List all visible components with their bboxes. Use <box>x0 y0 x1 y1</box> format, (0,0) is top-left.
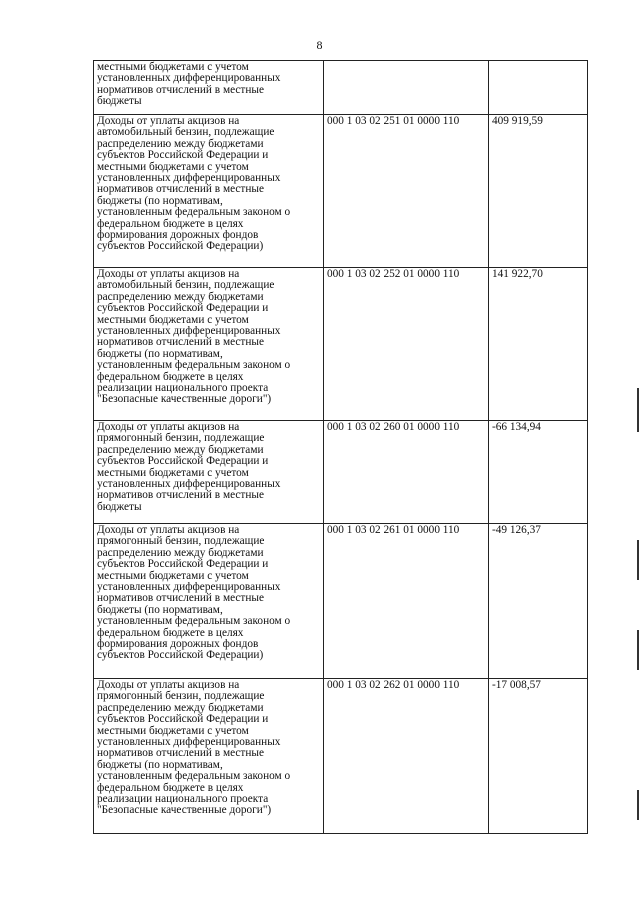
budget-classification-code <box>324 61 489 115</box>
revenue-description: местными бюджетами с учетом установленных дифференцированных нормативов отчислений в местные бюджеты <box>94 61 324 115</box>
revenue-description: Доходы от уплаты акцизов на автомобильный бензин, подлежащие распределению между бюджетами субъектов Российской Федерации и местными бюджетами с учетом установленных дифференцированных нормативов отчислений в местные бюджеты (по нормативам, установленным федеральным законом о федеральном бюджете в целях реализации национального проекта "Безопасные качественные дороги") <box>94 268 324 421</box>
revenue-description: Доходы от уплаты акцизов на прямогонный бензин, подлежащие распределению между бюджетами субъектов Российской Федерации и местными бюджетами с учетом установленных дифференцированных нормативов отчислений в местные бюджеты <box>94 421 324 524</box>
amount-value: -66 134,94 <box>489 421 588 524</box>
table-row <box>94 61 588 115</box>
budget-classification-code: 000 1 03 02 252 01 0000 110 <box>324 268 489 421</box>
amount-value: 141 922,70 <box>489 268 588 421</box>
table-row <box>94 268 588 421</box>
amount-value <box>489 61 588 115</box>
table-row <box>94 421 588 524</box>
amount-value: 409 919,59 <box>489 115 588 268</box>
amount-value: -17 008,57 <box>489 679 588 834</box>
budget-classification-code: 000 1 03 02 260 01 0000 110 <box>324 421 489 524</box>
table-row <box>94 115 588 268</box>
revenue-table <box>93 60 588 834</box>
revenue-description: Доходы от уплаты акцизов на автомобильный бензин, подлежащие распределению между бюджетами субъектов Российской Федерации и местными бюджетами с учетом установленных дифференцированных нормативов отчислений в местные бюджеты (по нормативам, установленным федеральным законом о федеральном бюджете в целях формирования дорожных фондов субъектов Российской Федерации) <box>94 115 324 268</box>
table-row <box>94 679 588 834</box>
page-number: 8 <box>316 38 323 52</box>
budget-classification-code: 000 1 03 02 261 01 0000 110 <box>324 524 489 679</box>
amount-value: -49 126,37 <box>489 524 588 679</box>
budget-classification-code: 000 1 03 02 251 01 0000 110 <box>324 115 489 268</box>
revenue-description: Доходы от уплаты акцизов на прямогонный бензин, подлежащие распределению между бюджетами субъектов Российской Федерации и местными бюджетами с учетом установленных дифференцированных нормативов отчислений в местные бюджеты (по нормативам, установленным федеральным законом о федеральном бюджете в целях реализации национального проекта "Безопасные качественные дороги") <box>94 679 324 834</box>
budget-classification-code: 000 1 03 02 262 01 0000 110 <box>324 679 489 834</box>
table-row <box>94 524 588 679</box>
revenue-description: Доходы от уплаты акцизов на прямогонный бензин, подлежащие распределению между бюджетами субъектов Российской Федерации и местными бюджетами с учетом установленных дифференцированных нормативов отчислений в местные бюджеты (по нормативам, установленным федеральным законом о федеральном бюджете в целях формирования дорожных фондов субъектов Российской Федерации) <box>94 524 324 679</box>
